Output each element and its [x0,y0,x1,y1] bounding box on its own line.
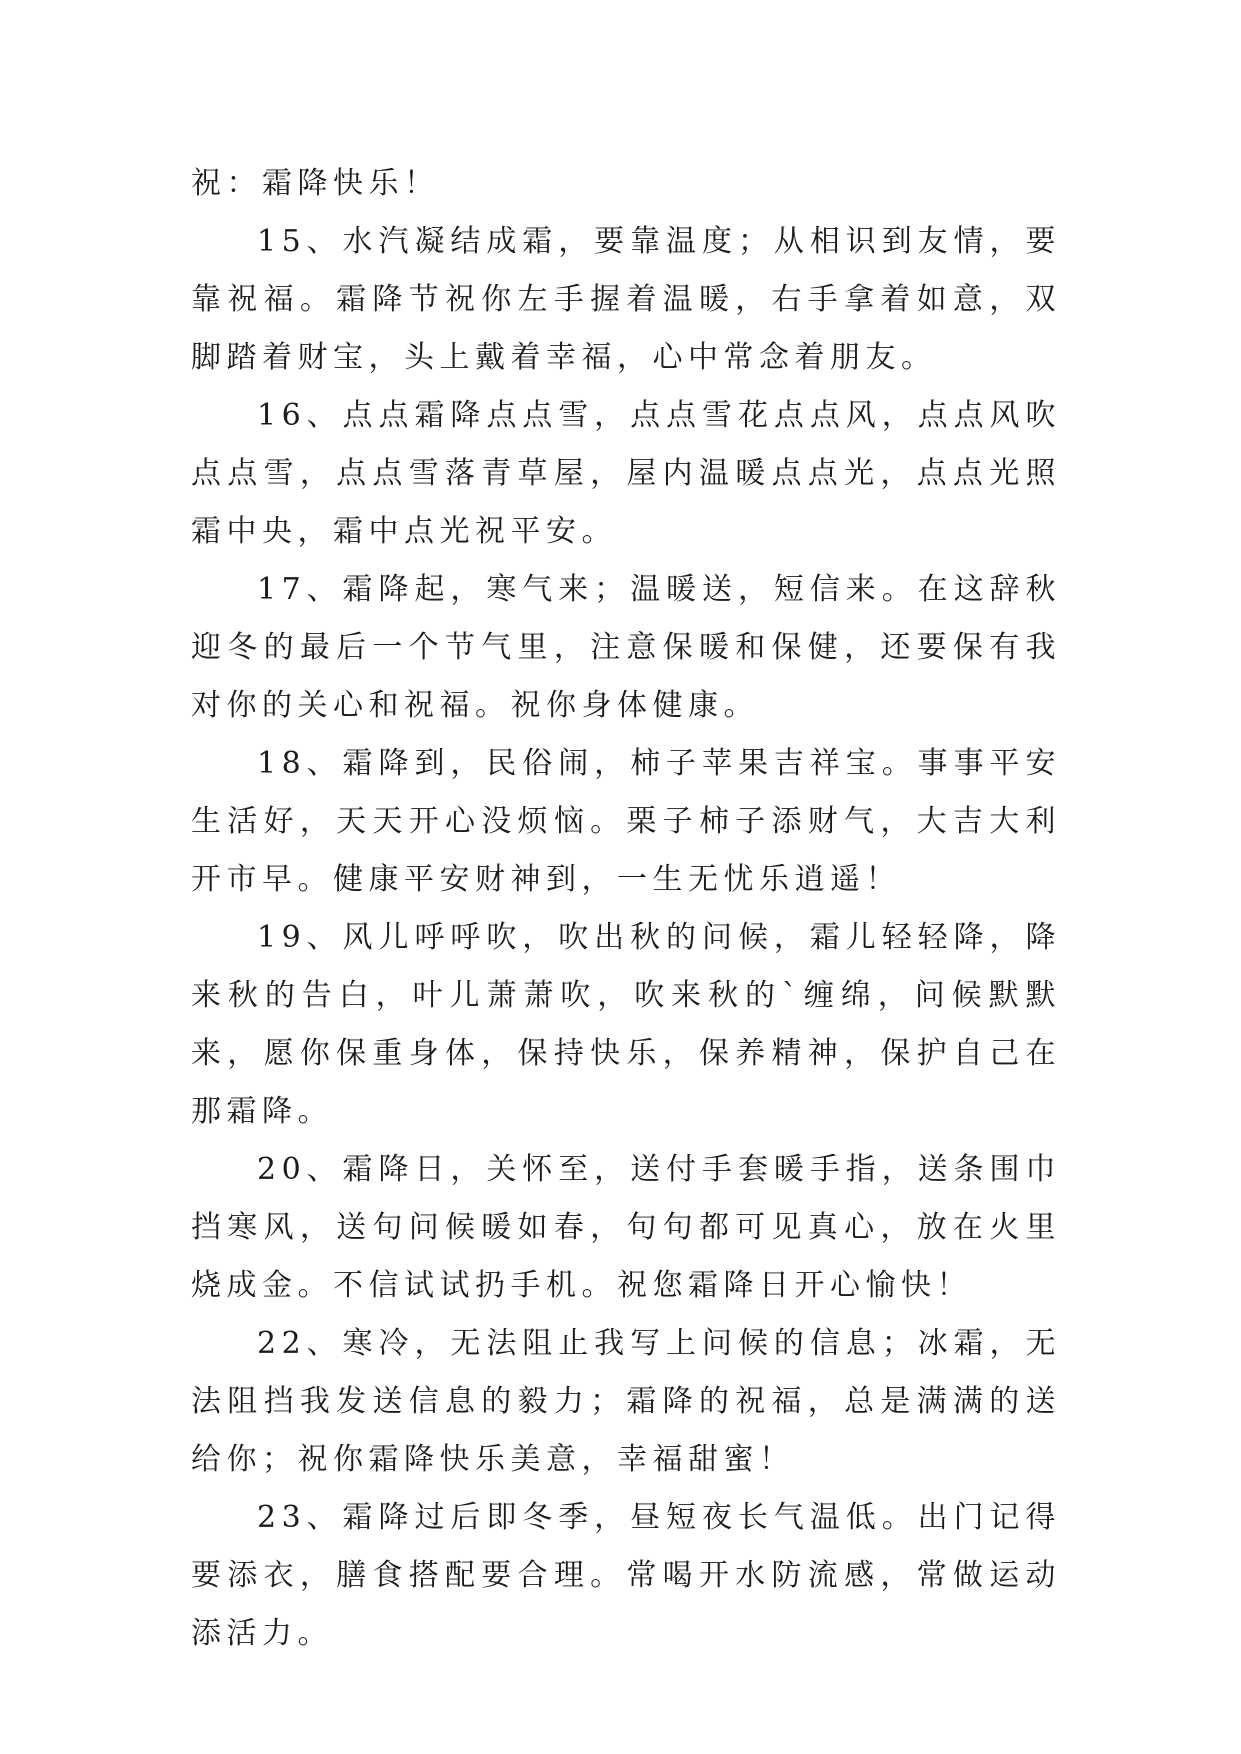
paragraph-15: 15、水汽凝结成霜，要靠温度；从相识到友情，要靠祝福。霜降节祝你左手握着温暖，右手拿着如意，双脚踏着财宝，头上戴着幸福，心中常念着朋友。 [191,224,1061,375]
paragraph-20: 20、霜降日，关怀至，送付手套暖手指，送条围巾挡寒风，送句问候暖如春，句句都可见真心，放在火里烧成金。不信试试扔手机。祝您霜降日开心愉快！ [191,1152,1061,1303]
paragraph-23: 23、霜降过后即冬季，昼短夜长气温低。出门记得要添衣，膳食搭配要合理。常喝开水防流感，常做运动添活力。 [191,1500,1061,1651]
paragraph-16: 16、点点霜降点点雪，点点雪花点点风，点点风吹点点雪，点点雪落青草屋，屋内温暖点点光，点点光照霜中央，霜中点光祝平安。 [191,398,1061,549]
paragraph-17: 17、霜降起，寒气来；温暖送，短信来。在这辞秋迎冬的最后一个节气里，注意保暖和保健，还要保有我对你的关心和祝福。祝你身体健康。 [191,572,1061,723]
paragraph-22: 22、寒冷，无法阻止我写上问候的信息；冰霜，无法阻挡我发送信息的毅力；霜降的祝福，总是满满的送给你；祝你霜降快乐美意，幸福甜蜜！ [191,1326,1061,1477]
paragraph-greeting: 祝：霜降快乐！ [191,166,440,201]
paragraph-19: 19、风儿呼呼吹，吹出秋的问候，霜儿轻轻降，降来秋的告白，叶儿萧萧吹，吹来秋的`缠绵，问候默默来，愿你保重身体，保持快乐，保养精神，保护自己在那霜降。 [191,920,1061,1129]
paragraph-18: 18、霜降到，民俗闹，柿子苹果吉祥宝。事事平安生活好，天天开心没烦恼。栗子柿子添财气，大吉大利开市早。健康平安财神到，一生无忧乐逍遥！ [191,746,1061,897]
document-body [191,155,1061,1663]
